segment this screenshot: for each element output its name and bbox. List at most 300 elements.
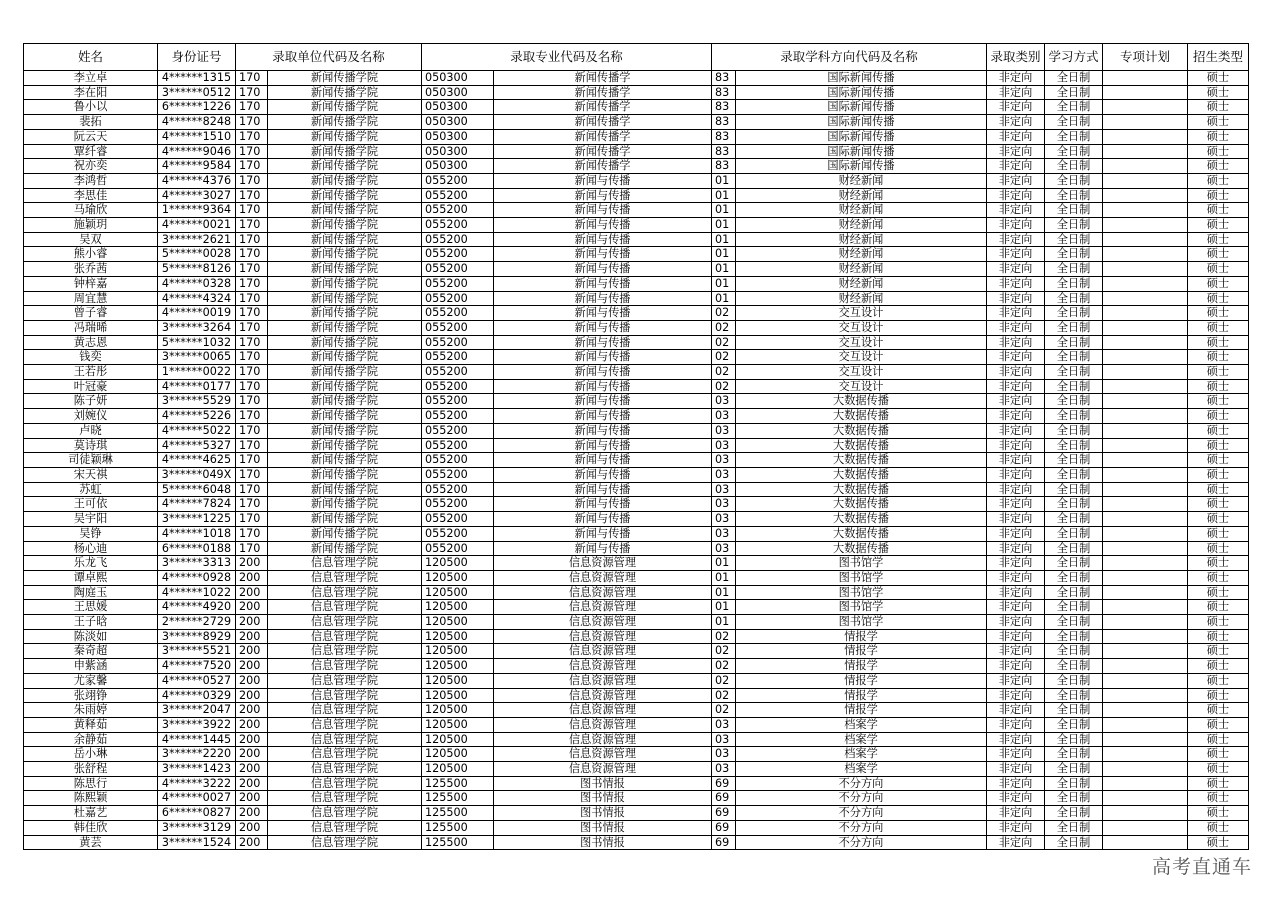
table-row xyxy=(24,173,1249,188)
cell-unit-code: 170 xyxy=(236,365,268,380)
cell-major-name: 信息资源管理 xyxy=(494,732,712,747)
cell-special-plan xyxy=(1103,438,1188,453)
cell-unit-code: 170 xyxy=(236,497,268,512)
cell-major-code: 055200 xyxy=(422,497,494,512)
cell-unit-name: 新闻传播学院 xyxy=(268,262,422,277)
cell-name: 裴拓 xyxy=(24,115,158,130)
cell-major-name: 新闻传播学 xyxy=(494,115,712,130)
cell-unit-name: 新闻传播学院 xyxy=(268,188,422,203)
cell-unit-name: 新闻传播学院 xyxy=(268,365,422,380)
cell-unit-code: 170 xyxy=(236,159,268,174)
cell-major-name: 新闻与传播 xyxy=(494,365,712,380)
cell-name: 张乔茜 xyxy=(24,262,158,277)
cell-direction-code: 83 xyxy=(712,71,736,86)
cell-major-name: 信息资源管理 xyxy=(494,673,712,688)
cell-category: 非定向 xyxy=(987,512,1045,527)
cell-name: 陈子妍 xyxy=(24,394,158,409)
cell-major-name: 新闻传播学 xyxy=(494,71,712,86)
cell-id-number: 5******8126 xyxy=(158,262,236,277)
cell-major-code: 050300 xyxy=(422,129,494,144)
cell-study-mode: 全日制 xyxy=(1045,820,1103,835)
cell-category: 非定向 xyxy=(987,453,1045,468)
cell-direction-name: 情报学 xyxy=(736,629,987,644)
cell-unit-code: 200 xyxy=(236,600,268,615)
cell-special-plan xyxy=(1103,717,1188,732)
cell-study-mode: 全日制 xyxy=(1045,173,1103,188)
cell-major-name: 信息资源管理 xyxy=(494,747,712,762)
cell-category: 非定向 xyxy=(987,659,1045,674)
cell-major-name: 新闻与传播 xyxy=(494,262,712,277)
cell-study-mode: 全日制 xyxy=(1045,615,1103,630)
table-row xyxy=(24,144,1249,159)
cell-study-mode: 全日制 xyxy=(1045,703,1103,718)
cell-direction-code: 02 xyxy=(712,365,736,380)
cell-direction-code: 03 xyxy=(712,512,736,527)
cell-name: 覃纤睿 xyxy=(24,144,158,159)
table-row xyxy=(24,438,1249,453)
cell-direction-name: 大数据传播 xyxy=(736,394,987,409)
cell-direction-code: 69 xyxy=(712,820,736,835)
cell-category: 非定向 xyxy=(987,541,1045,556)
cell-direction-name: 国际新闻传播 xyxy=(736,71,987,86)
cell-special-plan xyxy=(1103,703,1188,718)
cell-enroll-type: 硕士 xyxy=(1188,747,1249,762)
cell-enroll-type: 硕士 xyxy=(1188,776,1249,791)
cell-id-number: 4******1315 xyxy=(158,71,236,86)
cell-direction-name: 不分方向 xyxy=(736,806,987,821)
cell-category: 非定向 xyxy=(987,394,1045,409)
cell-special-plan xyxy=(1103,482,1188,497)
cell-major-name: 信息资源管理 xyxy=(494,688,712,703)
cell-direction-name: 图书馆学 xyxy=(736,570,987,585)
cell-unit-name: 信息管理学院 xyxy=(268,820,422,835)
cell-enroll-type: 硕士 xyxy=(1188,497,1249,512)
cell-name: 阮云天 xyxy=(24,129,158,144)
cell-study-mode: 全日制 xyxy=(1045,673,1103,688)
cell-major-code: 055200 xyxy=(422,188,494,203)
cell-major-code: 050300 xyxy=(422,100,494,115)
cell-major-name: 信息资源管理 xyxy=(494,615,712,630)
cell-special-plan xyxy=(1103,291,1188,306)
cell-category: 非定向 xyxy=(987,732,1045,747)
cell-category: 非定向 xyxy=(987,806,1045,821)
table-row xyxy=(24,379,1249,394)
cell-name: 黄志恩 xyxy=(24,335,158,350)
cell-name: 余静茹 xyxy=(24,732,158,747)
cell-enroll-type: 硕士 xyxy=(1188,659,1249,674)
cell-major-code: 120500 xyxy=(422,556,494,571)
cell-unit-code: 170 xyxy=(236,71,268,86)
cell-direction-name: 财经新闻 xyxy=(736,173,987,188)
cell-name: 曾子睿 xyxy=(24,306,158,321)
cell-direction-code: 01 xyxy=(712,615,736,630)
cell-category: 非定向 xyxy=(987,100,1045,115)
cell-special-plan xyxy=(1103,276,1188,291)
cell-enroll-type: 硕士 xyxy=(1188,85,1249,100)
cell-enroll-type: 硕士 xyxy=(1188,159,1249,174)
cell-direction-name: 财经新闻 xyxy=(736,276,987,291)
cell-special-plan xyxy=(1103,320,1188,335)
cell-major-name: 新闻传播学 xyxy=(494,159,712,174)
cell-special-plan xyxy=(1103,585,1188,600)
cell-special-plan xyxy=(1103,173,1188,188)
cell-category: 非定向 xyxy=(987,115,1045,130)
cell-id-number: 4******1445 xyxy=(158,732,236,747)
col-header-direction: 录取学科方向代码及名称 xyxy=(712,44,987,71)
cell-category: 非定向 xyxy=(987,688,1045,703)
cell-unit-name: 信息管理学院 xyxy=(268,600,422,615)
cell-name: 陈思行 xyxy=(24,776,158,791)
cell-major-name: 新闻与传播 xyxy=(494,203,712,218)
cell-name: 李立卓 xyxy=(24,71,158,86)
cell-special-plan xyxy=(1103,306,1188,321)
cell-special-plan xyxy=(1103,335,1188,350)
table-row xyxy=(24,306,1249,321)
cell-direction-code: 03 xyxy=(712,467,736,482)
cell-enroll-type: 硕士 xyxy=(1188,379,1249,394)
cell-unit-name: 新闻传播学院 xyxy=(268,497,422,512)
cell-direction-name: 财经新闻 xyxy=(736,188,987,203)
cell-special-plan xyxy=(1103,423,1188,438)
cell-major-code: 120500 xyxy=(422,717,494,732)
cell-major-name: 新闻与传播 xyxy=(494,188,712,203)
cell-unit-code: 170 xyxy=(236,262,268,277)
cell-id-number: 4******4376 xyxy=(158,173,236,188)
cell-major-name: 新闻与传播 xyxy=(494,526,712,541)
cell-study-mode: 全日制 xyxy=(1045,144,1103,159)
cell-id-number: 3******0512 xyxy=(158,85,236,100)
cell-name: 王若彤 xyxy=(24,365,158,380)
cell-category: 非定向 xyxy=(987,835,1045,850)
cell-unit-code: 200 xyxy=(236,747,268,762)
table-row xyxy=(24,232,1249,247)
cell-name: 钟梓嘉 xyxy=(24,276,158,291)
cell-name: 王思媛 xyxy=(24,600,158,615)
cell-study-mode: 全日制 xyxy=(1045,394,1103,409)
table-row xyxy=(24,806,1249,821)
cell-unit-code: 170 xyxy=(236,320,268,335)
cell-unit-name: 新闻传播学院 xyxy=(268,115,422,130)
cell-study-mode: 全日制 xyxy=(1045,629,1103,644)
cell-unit-code: 170 xyxy=(236,409,268,424)
cell-name: 施颖玥 xyxy=(24,218,158,233)
cell-study-mode: 全日制 xyxy=(1045,232,1103,247)
cell-major-code: 120500 xyxy=(422,644,494,659)
cell-direction-name: 大数据传播 xyxy=(736,467,987,482)
cell-special-plan xyxy=(1103,791,1188,806)
cell-id-number: 4******7824 xyxy=(158,497,236,512)
cell-study-mode: 全日制 xyxy=(1045,409,1103,424)
cell-special-plan xyxy=(1103,100,1188,115)
cell-direction-name: 交互设计 xyxy=(736,350,987,365)
cell-name: 岳小琳 xyxy=(24,747,158,762)
cell-category: 非定向 xyxy=(987,791,1045,806)
cell-enroll-type: 硕士 xyxy=(1188,350,1249,365)
cell-special-plan xyxy=(1103,232,1188,247)
cell-unit-code: 170 xyxy=(236,350,268,365)
cell-name: 吴铮 xyxy=(24,526,158,541)
cell-id-number: 1******0022 xyxy=(158,365,236,380)
cell-direction-name: 交互设计 xyxy=(736,379,987,394)
cell-direction-name: 国际新闻传播 xyxy=(736,115,987,130)
cell-unit-name: 新闻传播学院 xyxy=(268,438,422,453)
cell-direction-code: 01 xyxy=(712,556,736,571)
cell-major-name: 图书情报 xyxy=(494,835,712,850)
cell-name: 李鸿哲 xyxy=(24,173,158,188)
cell-name: 钱奕 xyxy=(24,350,158,365)
cell-enroll-type: 硕士 xyxy=(1188,173,1249,188)
cell-direction-code: 02 xyxy=(712,335,736,350)
cell-special-plan xyxy=(1103,747,1188,762)
cell-category: 非定向 xyxy=(987,188,1045,203)
cell-major-name: 新闻与传播 xyxy=(494,291,712,306)
cell-unit-name: 新闻传播学院 xyxy=(268,409,422,424)
table-row xyxy=(24,453,1249,468)
cell-major-code: 125500 xyxy=(422,820,494,835)
cell-direction-code: 03 xyxy=(712,762,736,777)
cell-special-plan xyxy=(1103,379,1188,394)
cell-enroll-type: 硕士 xyxy=(1188,306,1249,321)
cell-direction-name: 档案学 xyxy=(736,762,987,777)
col-header-enroll-type: 招生类型 xyxy=(1188,44,1249,71)
table-row xyxy=(24,188,1249,203)
cell-major-name: 新闻传播学 xyxy=(494,129,712,144)
cell-unit-code: 200 xyxy=(236,762,268,777)
table-row xyxy=(24,615,1249,630)
cell-study-mode: 全日制 xyxy=(1045,835,1103,850)
cell-enroll-type: 硕士 xyxy=(1188,688,1249,703)
cell-enroll-type: 硕士 xyxy=(1188,409,1249,424)
cell-enroll-type: 硕士 xyxy=(1188,556,1249,571)
cell-major-name: 新闻传播学 xyxy=(494,100,712,115)
cell-major-name: 信息资源管理 xyxy=(494,703,712,718)
cell-enroll-type: 硕士 xyxy=(1188,526,1249,541)
cell-unit-code: 200 xyxy=(236,570,268,585)
cell-major-code: 050300 xyxy=(422,144,494,159)
table-row xyxy=(24,585,1249,600)
table-row xyxy=(24,218,1249,233)
cell-direction-name: 国际新闻传播 xyxy=(736,100,987,115)
cell-direction-name: 财经新闻 xyxy=(736,262,987,277)
cell-study-mode: 全日制 xyxy=(1045,85,1103,100)
table-row xyxy=(24,717,1249,732)
cell-unit-code: 200 xyxy=(236,629,268,644)
cell-category: 非定向 xyxy=(987,615,1045,630)
cell-special-plan xyxy=(1103,762,1188,777)
cell-name: 李思佳 xyxy=(24,188,158,203)
cell-study-mode: 全日制 xyxy=(1045,100,1103,115)
cell-enroll-type: 硕士 xyxy=(1188,365,1249,380)
cell-unit-name: 新闻传播学院 xyxy=(268,379,422,394)
cell-unit-name: 新闻传播学院 xyxy=(268,276,422,291)
cell-unit-name: 新闻传播学院 xyxy=(268,218,422,233)
cell-unit-name: 信息管理学院 xyxy=(268,703,422,718)
cell-unit-code: 200 xyxy=(236,615,268,630)
cell-id-number: 3******3264 xyxy=(158,320,236,335)
cell-direction-name: 情报学 xyxy=(736,688,987,703)
cell-special-plan xyxy=(1103,732,1188,747)
cell-name: 朱雨婷 xyxy=(24,703,158,718)
cell-major-code: 055200 xyxy=(422,467,494,482)
table-row xyxy=(24,394,1249,409)
cell-name: 杜嘉艺 xyxy=(24,806,158,821)
col-header-major: 录取专业代码及名称 xyxy=(422,44,712,71)
cell-special-plan xyxy=(1103,512,1188,527)
cell-direction-name: 国际新闻传播 xyxy=(736,85,987,100)
cell-major-code: 055200 xyxy=(422,320,494,335)
cell-id-number: 4******0328 xyxy=(158,276,236,291)
cell-id-number: 4******4625 xyxy=(158,453,236,468)
cell-id-number: 3******5529 xyxy=(158,394,236,409)
cell-special-plan xyxy=(1103,556,1188,571)
cell-unit-code: 170 xyxy=(236,144,268,159)
cell-unit-code: 170 xyxy=(236,232,268,247)
cell-major-name: 信息资源管理 xyxy=(494,585,712,600)
cell-special-plan xyxy=(1103,71,1188,86)
cell-direction-code: 02 xyxy=(712,644,736,659)
cell-direction-code: 03 xyxy=(712,438,736,453)
cell-direction-name: 档案学 xyxy=(736,732,987,747)
cell-major-name: 图书情报 xyxy=(494,820,712,835)
cell-study-mode: 全日制 xyxy=(1045,423,1103,438)
cell-major-code: 055200 xyxy=(422,541,494,556)
cell-major-name: 信息资源管理 xyxy=(494,629,712,644)
cell-major-code: 055200 xyxy=(422,276,494,291)
cell-major-code: 055200 xyxy=(422,526,494,541)
cell-direction-name: 大数据传播 xyxy=(736,526,987,541)
cell-study-mode: 全日制 xyxy=(1045,438,1103,453)
cell-category: 非定向 xyxy=(987,320,1045,335)
table-row xyxy=(24,512,1249,527)
cell-direction-code: 03 xyxy=(712,409,736,424)
cell-special-plan xyxy=(1103,365,1188,380)
cell-major-code: 055200 xyxy=(422,423,494,438)
cell-major-name: 新闻与传播 xyxy=(494,467,712,482)
cell-id-number: 4******5226 xyxy=(158,409,236,424)
table-row xyxy=(24,423,1249,438)
cell-enroll-type: 硕士 xyxy=(1188,144,1249,159)
cell-name: 尤家馨 xyxy=(24,673,158,688)
cell-id-number: 4******8248 xyxy=(158,115,236,130)
cell-major-name: 图书情报 xyxy=(494,806,712,821)
col-header-unit: 录取单位代码及名称 xyxy=(236,44,422,71)
cell-major-name: 信息资源管理 xyxy=(494,570,712,585)
cell-unit-name: 信息管理学院 xyxy=(268,659,422,674)
admission-table xyxy=(23,43,1249,850)
cell-unit-name: 信息管理学院 xyxy=(268,673,422,688)
cell-special-plan xyxy=(1103,350,1188,365)
cell-major-code: 055200 xyxy=(422,173,494,188)
cell-id-number: 3******3313 xyxy=(158,556,236,571)
table-row xyxy=(24,291,1249,306)
cell-direction-code: 03 xyxy=(712,394,736,409)
cell-direction-code: 01 xyxy=(712,247,736,262)
cell-unit-code: 170 xyxy=(236,306,268,321)
cell-unit-name: 新闻传播学院 xyxy=(268,482,422,497)
cell-direction-name: 图书馆学 xyxy=(736,585,987,600)
cell-study-mode: 全日制 xyxy=(1045,659,1103,674)
cell-enroll-type: 硕士 xyxy=(1188,291,1249,306)
cell-enroll-type: 硕士 xyxy=(1188,835,1249,850)
cell-major-code: 120500 xyxy=(422,732,494,747)
cell-enroll-type: 硕士 xyxy=(1188,512,1249,527)
cell-special-plan xyxy=(1103,144,1188,159)
cell-unit-code: 170 xyxy=(236,335,268,350)
cell-category: 非定向 xyxy=(987,497,1045,512)
cell-special-plan xyxy=(1103,820,1188,835)
cell-direction-code: 83 xyxy=(712,85,736,100)
cell-id-number: 4******1018 xyxy=(158,526,236,541)
cell-enroll-type: 硕士 xyxy=(1188,467,1249,482)
cell-major-code: 120500 xyxy=(422,659,494,674)
cell-unit-name: 新闻传播学院 xyxy=(268,232,422,247)
cell-name: 宋天祺 xyxy=(24,467,158,482)
cell-major-code: 055200 xyxy=(422,232,494,247)
cell-id-number: 4******4920 xyxy=(158,600,236,615)
cell-direction-name: 不分方向 xyxy=(736,835,987,850)
cell-id-number: 4******5022 xyxy=(158,423,236,438)
cell-direction-code: 03 xyxy=(712,423,736,438)
cell-direction-code: 69 xyxy=(712,776,736,791)
cell-id-number: 4******3027 xyxy=(158,188,236,203)
cell-name: 陶庭玉 xyxy=(24,585,158,600)
cell-major-code: 055200 xyxy=(422,350,494,365)
cell-direction-name: 大数据传播 xyxy=(736,453,987,468)
cell-category: 非定向 xyxy=(987,218,1045,233)
cell-id-number: 4******0329 xyxy=(158,688,236,703)
cell-special-plan xyxy=(1103,129,1188,144)
cell-id-number: 3******5521 xyxy=(158,644,236,659)
cell-special-plan xyxy=(1103,218,1188,233)
watermark-text: 高考直通车 xyxy=(1151,856,1252,878)
cell-study-mode: 全日制 xyxy=(1045,188,1103,203)
cell-direction-name: 不分方向 xyxy=(736,776,987,791)
cell-special-plan xyxy=(1103,394,1188,409)
cell-major-name: 信息资源管理 xyxy=(494,600,712,615)
cell-study-mode: 全日制 xyxy=(1045,526,1103,541)
cell-category: 非定向 xyxy=(987,717,1045,732)
cell-direction-code: 69 xyxy=(712,806,736,821)
cell-unit-code: 170 xyxy=(236,85,268,100)
cell-unit-code: 170 xyxy=(236,115,268,130)
cell-direction-code: 03 xyxy=(712,541,736,556)
cell-category: 非定向 xyxy=(987,306,1045,321)
cell-unit-code: 170 xyxy=(236,482,268,497)
cell-enroll-type: 硕士 xyxy=(1188,703,1249,718)
table-row xyxy=(24,409,1249,424)
cell-enroll-type: 硕士 xyxy=(1188,129,1249,144)
cell-major-code: 050300 xyxy=(422,71,494,86)
cell-study-mode: 全日制 xyxy=(1045,747,1103,762)
cell-major-code: 055200 xyxy=(422,203,494,218)
cell-direction-code: 02 xyxy=(712,688,736,703)
cell-category: 非定向 xyxy=(987,71,1045,86)
cell-enroll-type: 硕士 xyxy=(1188,585,1249,600)
cell-direction-code: 02 xyxy=(712,320,736,335)
cell-category: 非定向 xyxy=(987,467,1045,482)
table-row xyxy=(24,688,1249,703)
cell-direction-code: 83 xyxy=(712,144,736,159)
table-row xyxy=(24,791,1249,806)
cell-major-code: 055200 xyxy=(422,453,494,468)
cell-major-name: 新闻与传播 xyxy=(494,350,712,365)
cell-special-plan xyxy=(1103,247,1188,262)
cell-name: 申紫涵 xyxy=(24,659,158,674)
table-row xyxy=(24,365,1249,380)
cell-major-name: 新闻与传播 xyxy=(494,306,712,321)
cell-name: 卢晓 xyxy=(24,423,158,438)
cell-unit-code: 200 xyxy=(236,585,268,600)
